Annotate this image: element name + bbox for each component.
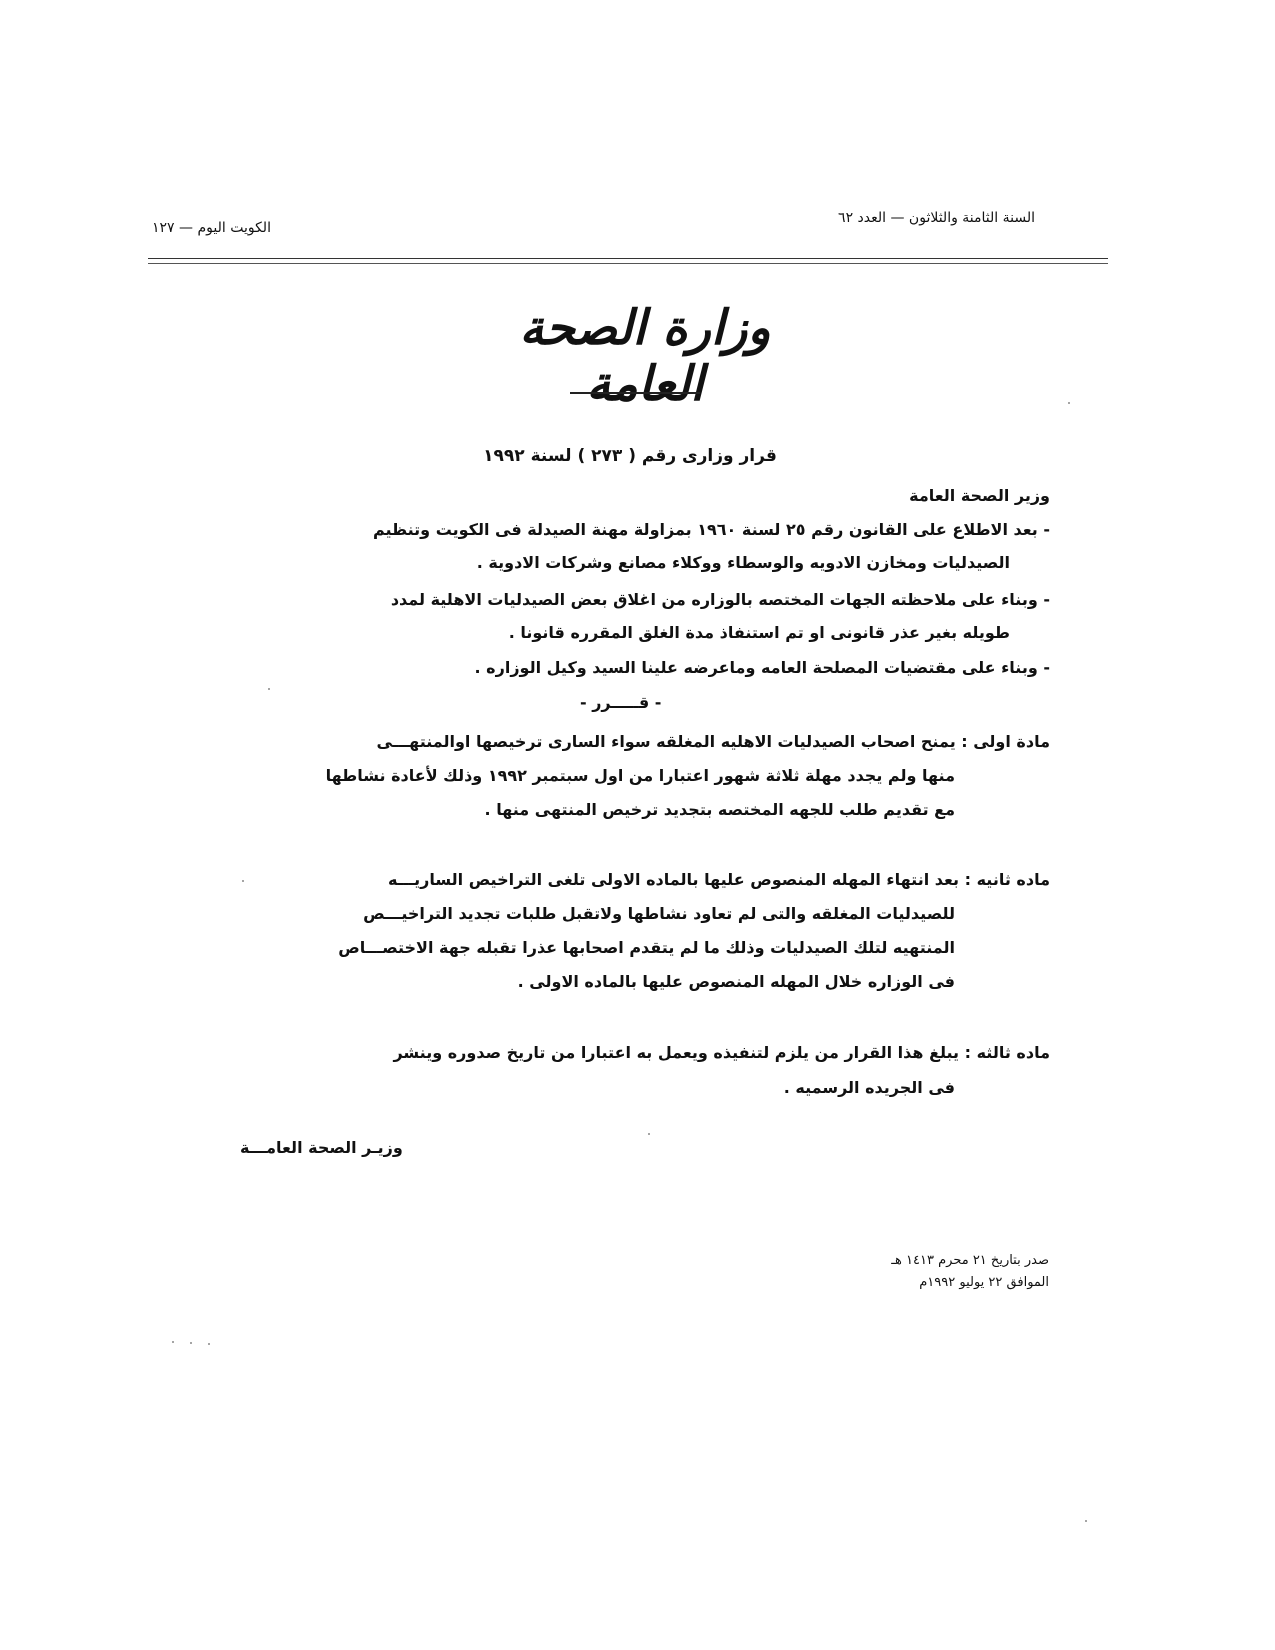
preamble-line: طويله بغير عذر قانونى او تم استنفاذ مدة الغلق المقرره قانونا . (508, 623, 1010, 642)
article2-line: المنتهيه لتلك الصيدليات وذلك ما لم يتقدم اصحابها عذرا تقبله جهة الاختصـــاص (338, 938, 955, 957)
article1-line: منها ولم يجدد مهلة ثلاثة شهور اعتبارا من اول سبتمبر ١٩٩٢ وذلك لأعادة نشاطها (325, 766, 955, 785)
scan-speck (208, 1343, 210, 1345)
signature-title: وزيـر الصحة العامـــة (240, 1138, 403, 1157)
preamble-line: الصيدليات ومخازن الادويه والوسطاء ووكلاء مصانع وشركات الادوية . (476, 553, 1010, 572)
article1-line: مادة اولى : يمنح اصحاب الصيدليات الاهليه المغلقه سواء السارى ترخيصها اوالمنتهـــى (376, 732, 1050, 751)
scan-speck (1085, 1520, 1087, 1522)
scan-speck (1068, 402, 1070, 404)
decides-heading: - قـــــرر - (580, 693, 662, 712)
issued-date-gregorian: الموافق ٢٢ يوليو ١٩٩٢م (919, 1275, 1049, 1290)
article1-line: مع تقديم طلب للجهه المختصه بتجديد ترخيص المنتهى منها . (484, 800, 955, 819)
scan-speck (648, 1133, 650, 1135)
header-rule (148, 258, 1108, 259)
preamble-line: - وبناء على مقتضيات المصلحة العامه وماعرضه علينا السيد وكيل الوزاره . (474, 658, 1050, 677)
header-page-info: الكويت اليوم — ١٢٧ (152, 220, 271, 236)
ministry-title: وزارة الصحة العامة (519, 300, 771, 412)
scan-speck (242, 880, 244, 882)
article3-line: فى الجريده الرسميه . (783, 1078, 955, 1097)
article2-line: ماده ثانيه : بعد انتهاء المهله المنصوص عليها بالماده الاولى تلغى التراخيص الساريـــه (388, 870, 1050, 889)
header-issue-info: السنة الثامنة والثلاثون — العدد ٦٢ (838, 210, 1035, 226)
article2-line: للصيدليات المغلقه والتى لم تعاود نشاطها ولاتقبل طلبات تجديد التراخيـــص (363, 904, 955, 923)
decree-title: قرار وزارى رقم ( ٢٧٣ ) لسنة ١٩٩٢ (483, 446, 777, 466)
scan-speck (268, 688, 270, 690)
decree-issuer: وزير الصحة العامة (909, 486, 1050, 505)
title-underline (570, 392, 700, 394)
header-rule-thin (148, 263, 1108, 264)
scan-speck (190, 1342, 192, 1344)
article2-line: فى الوزاره خلال المهله المنصوص عليها بالماده الاولى . (517, 972, 955, 991)
issued-date-hijri: صدر بتاريخ ٢١ محرم ١٤١٣ هـ (891, 1253, 1049, 1268)
preamble-line: - بعد الاطلاع على القانون رقم ٢٥ لسنة ١٩٦٠ بمزاولة مهنة الصيدلة فى الكويت وتنظيم (372, 520, 1050, 539)
scan-speck (172, 1341, 174, 1343)
preamble-line: - وبناء على ملاحظته الجهات المختصه بالوزاره من اغلاق بعض الصيدليات الاهلية لمدد (390, 590, 1050, 609)
article3-line: ماده ثالثه : يبلغ هذا القرار من يلزم لتنفيذه ويعمل به اعتبارا من تاريخ صدوره وينشر (393, 1043, 1050, 1062)
